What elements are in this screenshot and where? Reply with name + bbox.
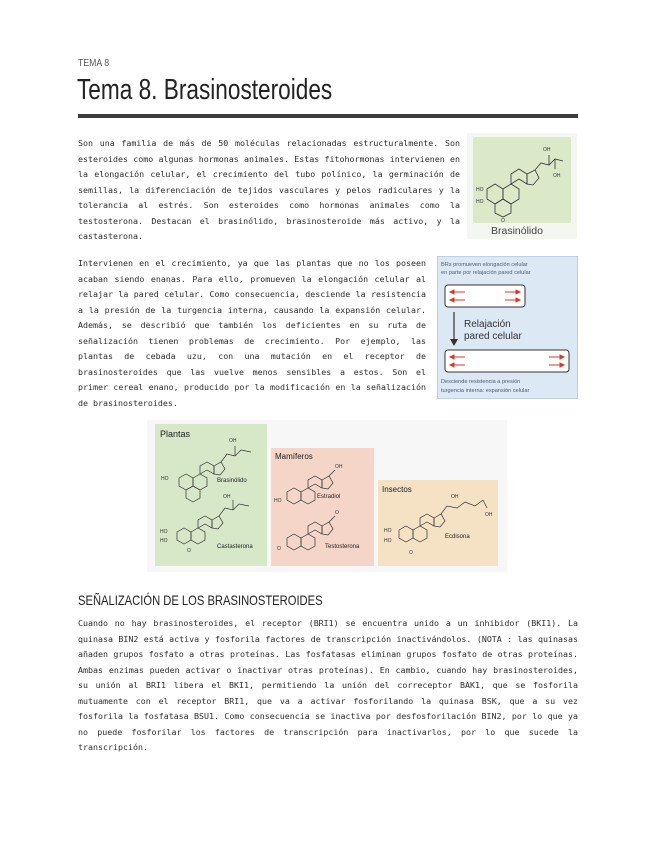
plants-ho-1: HO bbox=[161, 476, 169, 482]
wall-top-text-2: en parte por relajación pared celular bbox=[441, 270, 531, 276]
page-title: Tema 8. Brasinosteroides bbox=[77, 74, 333, 106]
mammals-label: Mamíferos bbox=[275, 452, 313, 461]
insects-ho-2: HO bbox=[384, 538, 392, 544]
cell-wall-figure bbox=[437, 256, 578, 399]
mammals-ho-1: HO bbox=[274, 498, 282, 504]
growth-paragraph: Intervienen en el crecimiento, ya que las plantas que no los poseen acaban siendo enanas. Para ello, promueven la elongación celular al relajar la pared celular. Como consecuencia, desciende la resistencia a la presión de la turgencia interna, causando la expansión celular. Además, se describió que también los deficientes en su ruta de señalización tienen problemas de crecimiento. Por ejemplo, las plantas de cebada uzu, con una mutación en el receptor de brasinosteroides que las vuelve menos sensibles a estos. Son el primer cereal enano, producido por la modificación en la señalización de brasinosteroides. bbox=[78, 258, 426, 408]
brassinolide-panel bbox=[473, 137, 571, 223]
steroid-hormones-diagram bbox=[147, 420, 507, 572]
mammals-o-2: O bbox=[277, 546, 281, 552]
signaling-paragraph: Cuando no hay brasinosteroides, el receptor (BRI1) se encuentra unido a un inhibidor (BKI1). La quinasa BIN2 está activa y fosforila factores de transcripción inactivándolos. (NOTA : las quinasas añaden grupos fosfato a otras proteínas. Las fosfatasas eliminan grupos fosfato de otras proteínas. Ambas enzimas pueden activar o inactivar otras proteínas). En cambio, cuando hay brasinosteroides, su unión al BRI1 libera el BKI1, permitiendo la unión del correceptor BAK1, que se fosforila mutuamente con el receptor BRI1, que va a activar fosforilando la quinasa BSK, que a su vez fosforila la fosfatasa BSU1. Como consecuencia se inactiva por desfosforilación BIN2, por lo que ya no puede fosforilar los factores de transcripción para inactivarlos, por lo que sucede la transcripción. bbox=[78, 618, 578, 752]
plants-oh-1: OH bbox=[229, 438, 237, 444]
plants-label: Plantas bbox=[160, 429, 191, 439]
castasterone-name: Castasterona bbox=[217, 544, 253, 550]
plants-o: O bbox=[187, 548, 191, 554]
wall-cell-bottom bbox=[445, 350, 569, 372]
insects-label: Insectos bbox=[382, 485, 412, 494]
brassinolide-caption: Brasinólido bbox=[491, 225, 543, 237]
wall-arrow-label-1: Relajación bbox=[464, 319, 511, 330]
steroid-hormones-figure bbox=[147, 420, 507, 572]
wall-top-text-1: BRs promueven elongación celular bbox=[441, 262, 528, 268]
wall-arrow-label-2: pared celular bbox=[464, 331, 522, 342]
insects-ho-1: HO bbox=[384, 528, 392, 534]
page-kicker: TEMA 8 bbox=[78, 58, 110, 69]
testosterone-name: Testosterona bbox=[325, 544, 360, 550]
wall-bottom-text-2: turgencia interna: expansión celular bbox=[441, 388, 530, 394]
brassinolide-figure bbox=[467, 133, 577, 239]
brassinolide-ho-1: HO bbox=[476, 187, 484, 193]
estradiol-name: Estradiol bbox=[317, 494, 341, 500]
plants-ho-3: HO bbox=[160, 538, 168, 544]
plants-ho-2: HO bbox=[160, 529, 168, 535]
section-heading: SEÑALIZACIÓN DE LOS BRASINOSTEROIDES bbox=[78, 592, 323, 608]
brassinolide-o: O bbox=[501, 218, 505, 224]
brassinolide-structure bbox=[467, 133, 577, 239]
brassinolide-oh-top: OH bbox=[543, 147, 551, 153]
insects-oh-1: OH bbox=[451, 494, 459, 500]
brassinolide-ho-2: HO bbox=[476, 199, 484, 205]
cell-wall-diagram bbox=[437, 256, 578, 399]
ecdysone-name: Ecdisona bbox=[445, 534, 470, 540]
plants-oh-2: OH bbox=[223, 494, 231, 500]
title-rule bbox=[78, 114, 578, 118]
brassinolide-name: Brasinólido bbox=[217, 478, 247, 484]
insects-oh-2: OH bbox=[485, 512, 493, 518]
wall-cell-top bbox=[445, 285, 525, 307]
mammals-oh-1: OH bbox=[335, 464, 343, 470]
insects-o: O bbox=[409, 550, 413, 556]
mammals-o-1: O bbox=[335, 510, 339, 516]
intro-paragraph: Son una familia de más de 50 moléculas relacionadas estructuralmente. Son esteroides como algunas hormonas animales. Estas fitohormonas intervienen en la elongación celular, el crecimiento del tubo polínico, la germinación de semillas, la diferenciación de tejidos vasculares y pelos radiculares y la tolerancia al estrés. Son esteroides como hormonas animales como la testosterona. Destacan el brasinólido, brasinosteroide más activo, y la castasterona. bbox=[78, 138, 460, 241]
brassinolide-oh-side: OH bbox=[553, 173, 561, 179]
wall-bottom-text-1: Desciende resistencia a presión bbox=[441, 379, 521, 385]
